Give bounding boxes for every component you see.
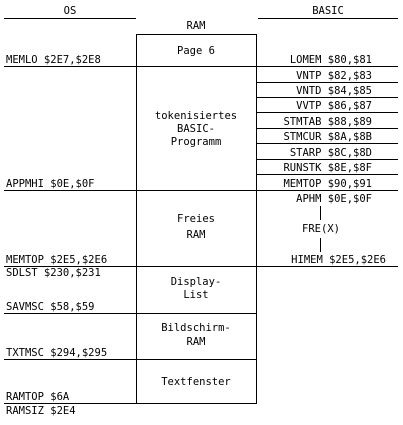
ram-block-page6-label: Page 6: [177, 45, 215, 57]
basic-label-stmcur: STMCUR $8A,$8B: [283, 131, 372, 143]
basic-label-stmtab: STMTAB $88,$89: [283, 116, 372, 128]
basic-label-himem: HIMEM $2E5,$2E6: [291, 254, 386, 266]
basic-label-vntd: VNTD $84,$85: [296, 85, 372, 97]
ram-block-displaylist-label-line1: Display-: [170, 276, 222, 288]
ram-block-textwindow-label: Textfenster: [161, 376, 231, 388]
ram-block-free-label-line1: Freies: [177, 213, 215, 225]
os-label-memlo: MEMLO $2E7,$2E8: [6, 54, 101, 66]
os-label-sdlst: SDLST $230,$231: [6, 267, 101, 279]
os-label-ramsiz: RAMSIZ $2E4: [6, 405, 76, 417]
basic-label-vvtp: VVTP $86,$87: [296, 100, 372, 112]
basic-label-fre: FRE(X): [302, 223, 340, 235]
os-label-appmhi: APPMHI $0E,$0F: [6, 178, 95, 190]
basic-header: BASIC: [312, 5, 344, 17]
ram-block-program-label-line1: tokenisiertes: [154, 110, 238, 122]
os-label-savmsc: SAVMSC $58,$59: [6, 301, 95, 313]
basic-label-memtop: MEMTOP $90,$91: [283, 178, 372, 190]
os-header: OS: [63, 5, 77, 17]
ram-block-displaylist-label-line2: List: [183, 289, 209, 301]
ram-block-free-label-line2: RAM: [186, 229, 206, 241]
ram-block-screenram-label-line1: Bildschirm-: [161, 322, 231, 334]
basic-label-aphm: APHM $0E,$0F: [296, 193, 372, 205]
basic-label-vntp: VNTP $82,$83: [296, 70, 372, 82]
os-label-memtop: MEMTOP $2E5,$2E6: [6, 254, 108, 266]
basic-label-lomem: LOMEM $80,$81: [289, 54, 372, 66]
basic-label-starp: STARP $8C,$8D: [289, 147, 372, 159]
ram-block-program-label-line2: BASIC-: [177, 123, 215, 135]
os-label-ramtop: RAMTOP $6A: [6, 391, 70, 403]
basic-label-runstk: RUNSTK $8E,$8F: [283, 162, 372, 174]
os-label-txtmsc: TXTMSC $294,$295: [6, 347, 108, 359]
ram-block-screenram-label-line2: RAM: [186, 336, 206, 348]
ram-header: RAM: [186, 20, 206, 32]
ram-block-program-label-line3: Programm: [170, 136, 222, 148]
